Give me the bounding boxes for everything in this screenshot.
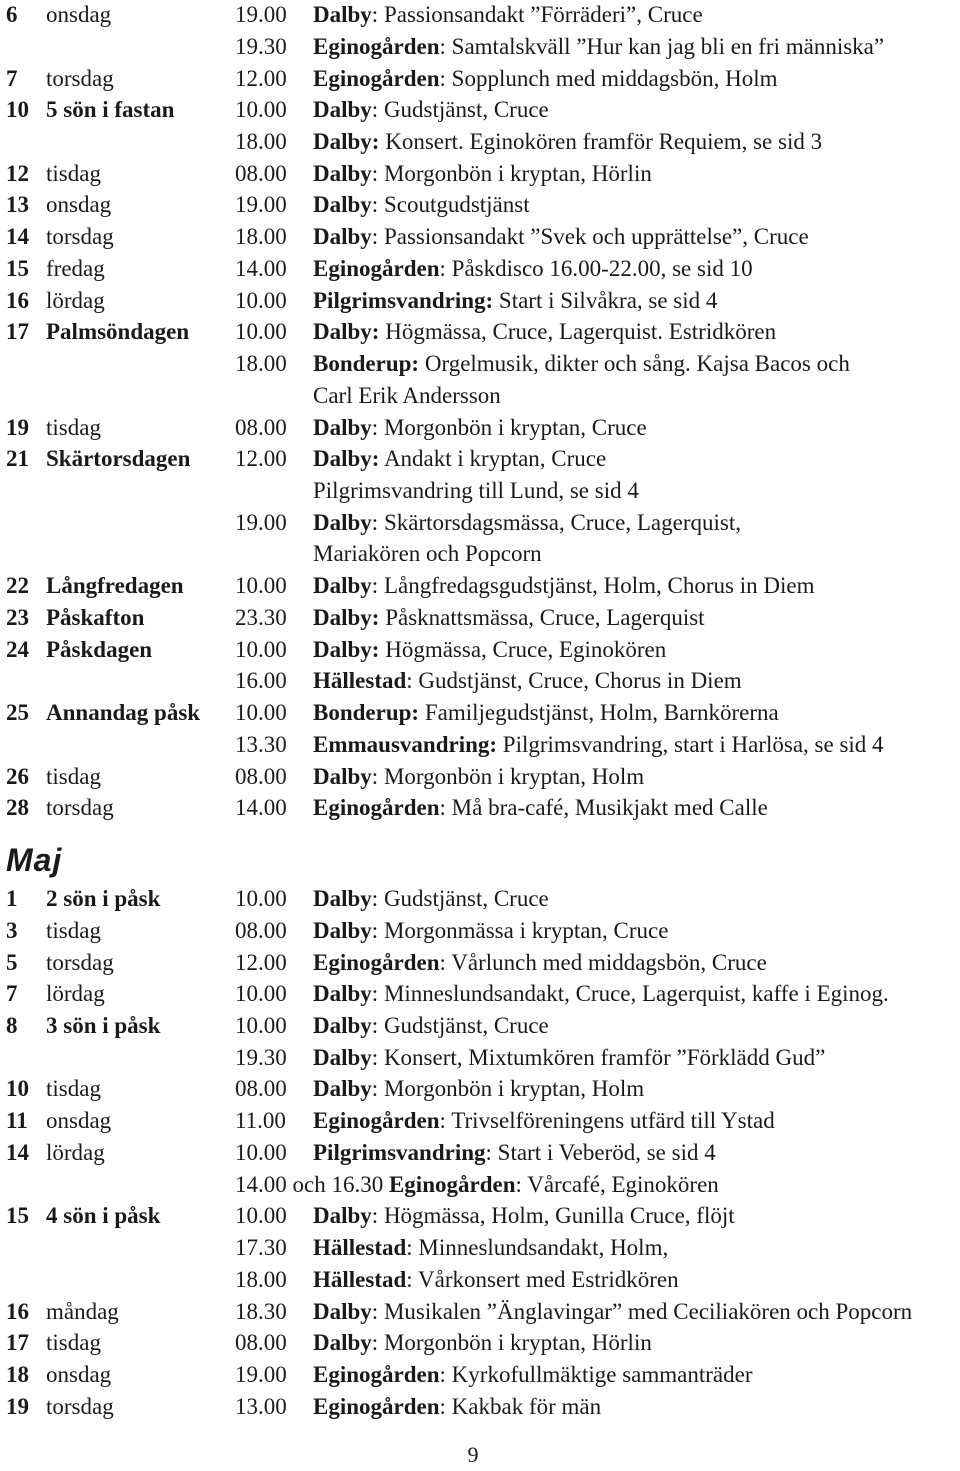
event-time: 18.00 — [235, 224, 287, 250]
schedule-row — [0, 475, 960, 507]
schedule-row — [0, 697, 960, 729]
schedule-row — [0, 665, 960, 697]
weekday: Långfredagen — [46, 573, 184, 599]
weekday: onsdag — [46, 192, 112, 218]
weekday: tisdag — [46, 414, 101, 440]
event-description: Eginogården: Kakbak för män — [313, 1393, 602, 1419]
event-description — [313, 316, 776, 348]
event-time: 10.00 — [235, 97, 287, 123]
schedule-row — [0, 978, 960, 1010]
event-text: Gudstjänst, Cruce — [383, 886, 549, 911]
event-place: Dalby — [313, 192, 372, 218]
event-place: Dalby — [313, 763, 372, 789]
event-place: Eginogården — [313, 33, 440, 59]
weekday: Annandag påsk — [46, 700, 201, 726]
event-time: 19.00 — [235, 2, 287, 27]
event-text: Högmässa, Cruce, Lagerquist. Estridkören — [385, 319, 777, 345]
event-description: Dalby: Långfredagsgudstjänst, Holm, Chorus in Diem — [313, 573, 815, 599]
event-text: Trivselföreningens utfärd till Ystad — [451, 1108, 775, 1134]
event-description: Dalby: Konsert, Mixtumkören framför ”Förklädd Gud” — [313, 1044, 826, 1070]
event-text: Vårkonsert med Estridkören — [418, 1266, 679, 1292]
weekday: onsdag — [46, 1108, 112, 1134]
date-number: 6 — [6, 2, 18, 27]
event-place: Emmausvandring: — [313, 731, 498, 757]
schedule-row — [0, 538, 960, 570]
event-place: Dalby: — [313, 604, 380, 630]
weekday: Palmsöndagen — [46, 319, 190, 345]
event-description: Eginogården: Samtalskväll ”Hur kan jag bli en fri människa” — [313, 33, 885, 59]
event-place: Eginogården — [313, 1362, 440, 1387]
event-text: Högmässa, Cruce, Eginokören — [385, 636, 667, 662]
event-text: Kyrkofullmäktige sammanträder — [451, 1362, 753, 1387]
schedule-row — [0, 570, 960, 602]
event-time: 14.00 — [235, 255, 287, 281]
event-description: Hällestad: Gudstjänst, Cruce, Chorus in Diem — [313, 668, 742, 694]
schedule-row — [0, 126, 960, 158]
schedule-row — [0, 285, 960, 317]
event-text: Scoutgudstjänst — [383, 192, 530, 218]
weekday: tisdag — [46, 1076, 101, 1102]
schedule-row — [0, 761, 960, 793]
schedule-row — [0, 1010, 960, 1042]
event-place: Dalby — [313, 2, 372, 27]
weekday: 3 sön i påsk — [46, 1012, 161, 1038]
weekday: 5 sön i fastan — [46, 97, 175, 123]
event-text: Långfredagsgudstjänst, Holm, Chorus in Diem — [383, 573, 815, 599]
weekday: torsdag — [46, 1393, 114, 1419]
schedule-row — [0, 1359, 960, 1391]
event-place: Dalby — [313, 1044, 372, 1070]
event-place: Eginogården — [313, 65, 440, 91]
event-description: Dalby: Scoutgudstjänst — [313, 192, 530, 218]
event-time: 18.00 — [235, 351, 287, 376]
event-description — [313, 729, 884, 761]
event-text: Morgonbön i kryptan, Cruce — [383, 414, 647, 440]
event-description: Dalby: Passionsandakt ”Förräderi”, Cruce — [313, 2, 703, 27]
date-number: 14 — [6, 1139, 29, 1165]
event-place: Eginogården — [313, 255, 440, 281]
schedule-row — [0, 380, 960, 412]
event-place: Dalby: — [313, 446, 380, 472]
event-description: Eginogården: Sopplunch med middagsbön, Holm — [313, 65, 778, 91]
date-number: 7 — [6, 65, 18, 91]
event-time: 17.30 — [235, 1235, 287, 1260]
event-place: Eginogården — [313, 795, 440, 821]
event-time: 18.30 — [235, 1298, 287, 1324]
date-number: 19 — [6, 414, 29, 440]
event-text: Passionsandakt ”Svek och upprättelse”, Cruce — [383, 224, 809, 250]
event-text: Högmässa, Holm, Gunilla Cruce, flöjt — [383, 1203, 735, 1229]
event-text: Gudstjänst, Cruce — [383, 1012, 549, 1038]
event-text: Sopplunch med middagsbön, Holm — [451, 65, 778, 91]
event-text: Start i Silvåkra, se sid 4 — [498, 287, 718, 313]
event-description: Dalby: Morgonbön i kryptan, Holm — [313, 1076, 645, 1102]
date-number: 21 — [6, 446, 29, 472]
weekday: fredag — [46, 255, 105, 281]
event-place: Dalby — [313, 414, 372, 440]
event-text: Samtalskväll ”Hur kan jag bli en fri människa” — [451, 33, 885, 59]
event-place: Dalby — [313, 224, 372, 250]
event-time: 16.00 — [235, 668, 287, 694]
event-place: Hällestad — [313, 1235, 407, 1260]
month-heading-maj: Maj — [6, 842, 63, 878]
event-place: Dalby — [313, 573, 372, 599]
event-text: Gudstjänst, Cruce, Chorus in Diem — [418, 668, 742, 694]
weekday: 4 sön i påsk — [46, 1203, 161, 1229]
weekday: 2 sön i påsk — [46, 886, 161, 911]
schedule-row — [0, 883, 960, 915]
weekday: tisdag — [46, 160, 101, 186]
event-time: 10.00 — [235, 636, 287, 662]
event-time: 14.00 — [235, 795, 287, 821]
schedule-row — [0, 221, 960, 253]
date-number: 13 — [6, 192, 29, 218]
weekday: lördag — [46, 981, 105, 1007]
event-time: 10.00 — [235, 886, 287, 911]
event-description — [313, 443, 606, 475]
event-description: Dalby: Passionsandakt ”Svek och upprättelse”, Cruce — [313, 224, 809, 250]
event-description — [313, 126, 822, 158]
weekday: måndag — [46, 1298, 119, 1324]
event-text: Orgelmusik, dikter och sång. Kajsa Bacos och — [424, 351, 850, 376]
event-time: 08.00 — [235, 917, 287, 943]
event-text: Minneslundsandakt, Holm, — [418, 1235, 669, 1260]
weekday: torsdag — [46, 949, 114, 975]
event-description — [313, 285, 717, 317]
event-time: 10.00 — [235, 1012, 287, 1038]
event-description: Eginogården: Må bra-café, Musikjakt med Calle — [313, 795, 768, 821]
event-description — [313, 697, 779, 729]
schedule-row — [0, 507, 960, 539]
event-text: Morgonbön i kryptan, Holm — [383, 1076, 645, 1102]
date-number: 8 — [6, 1012, 18, 1038]
event-description — [313, 602, 705, 634]
event-description: Pilgrimsvandring: Start i Veberöd, se sid 4 — [313, 1139, 716, 1165]
event-time: 12.00 — [235, 949, 287, 975]
weekday: tisdag — [46, 917, 101, 943]
event-time: 19.30 — [235, 1044, 287, 1070]
schedule-row — [0, 1137, 960, 1169]
event-description: Eginogården: Kyrkofullmäktige sammanträder — [313, 1362, 753, 1387]
date-number: 1 — [6, 886, 18, 911]
event-text: Andakt i kryptan, Cruce — [383, 446, 607, 472]
date-number: 10 — [6, 1076, 29, 1102]
event-place: Pilgrimsvandring: — [313, 287, 494, 313]
schedule-row — [0, 1391, 960, 1423]
event-time: 08.00 — [235, 414, 287, 440]
event-time: 10.00 — [235, 1139, 287, 1165]
event-description: Dalby: Gudstjänst, Cruce — [313, 97, 549, 123]
schedule-row — [0, 0, 960, 31]
event-text: Musikalen ”Änglavingar” med Ceciliakören och Popcorn — [383, 1298, 913, 1324]
event-time: 13.30 — [235, 731, 287, 757]
event-time: 12.00 — [235, 65, 287, 91]
event-time: 10.00 — [235, 981, 287, 1007]
event-text: Vårlunch med middagsbön, Cruce — [451, 949, 767, 975]
schedule-row — [0, 602, 960, 634]
schedule-row — [0, 348, 960, 380]
weekday: lördag — [46, 1139, 105, 1165]
date-number: 25 — [6, 700, 29, 726]
weekday: onsdag — [46, 2, 112, 27]
schedule-row — [0, 158, 960, 190]
event-text: Skärtorsdagsmässa, Cruce, Lagerquist, — [383, 509, 741, 535]
event-description — [313, 475, 639, 507]
event-place: Eginogården — [313, 1393, 440, 1419]
event-place: Dalby — [313, 1203, 372, 1229]
event-place: Dalby — [313, 509, 372, 535]
weekday: torsdag — [46, 795, 114, 821]
schedule-row — [0, 1232, 960, 1264]
event-place: Dalby: — [313, 128, 380, 154]
weekday: Skärtorsdagen — [46, 446, 191, 472]
event-description: Dalby: Morgonmässa i kryptan, Cruce — [313, 917, 669, 943]
event-place: Dalby — [313, 886, 372, 911]
date-number: 11 — [6, 1108, 28, 1134]
event-place: Dalby — [313, 1076, 372, 1102]
schedule-row — [0, 412, 960, 444]
event-text: Kakbak för män — [451, 1393, 602, 1419]
date-number: 17 — [6, 319, 29, 345]
event-place: Bonderup: — [313, 700, 420, 726]
event-time: 10.00 — [235, 287, 287, 313]
event-text: Konsert, Mixtumkören framför ”Förklädd Gud” — [383, 1044, 826, 1070]
date-number: 7 — [6, 981, 18, 1007]
event-description: Eginogården: Påskdisco 16.00-22.00, se sid 10 — [313, 255, 753, 281]
weekday: torsdag — [46, 224, 114, 250]
schedule-row — [0, 947, 960, 979]
event-text: Morgonbön i kryptan, Holm — [383, 763, 645, 789]
page-number: 9 — [467, 1442, 479, 1467]
weekday: lördag — [46, 287, 105, 313]
event-text: Pilgrimsvandring till Lund, se sid 4 — [313, 477, 639, 503]
schedule-row — [0, 63, 960, 95]
event-place: Dalby — [313, 160, 372, 186]
event-description — [313, 634, 666, 666]
event-time: 12.00 — [235, 446, 287, 472]
event-time-range: 14.00 och 16.30 — [235, 1171, 389, 1197]
date-number: 17 — [6, 1330, 29, 1356]
event-place: Eginogården — [313, 949, 440, 975]
schedule-row — [0, 792, 960, 824]
event-place: Eginogården — [388, 1171, 516, 1197]
event-description — [313, 348, 850, 380]
event-description: Dalby: Gudstjänst, Cruce — [313, 1012, 549, 1038]
event-description: Dalby: Morgonbön i kryptan, Cruce — [313, 414, 647, 440]
date-number: 15 — [6, 255, 29, 281]
schedule-row — [0, 1169, 960, 1201]
date-number: 14 — [6, 224, 29, 250]
schedule-row — [0, 1200, 960, 1232]
event-place: Hällestad — [313, 668, 407, 694]
event-time: 11.00 — [235, 1108, 286, 1134]
event-description — [313, 538, 542, 570]
event-time: 08.00 — [235, 763, 287, 789]
date-number: 15 — [6, 1203, 29, 1229]
weekday: torsdag — [46, 65, 114, 91]
schedule-row — [0, 1296, 960, 1328]
event-description: Dalby: Högmässa, Holm, Gunilla Cruce, flöjt — [313, 1203, 735, 1229]
event-time: 19.00 — [235, 1362, 287, 1387]
event-time: 10.00 — [235, 1203, 287, 1229]
event-text: Konsert. Eginokören framför Requiem, se sid 3 — [385, 128, 823, 154]
event-description: Dalby: Musikalen ”Änglavingar” med Ceciliakören och Popcorn — [313, 1298, 913, 1324]
schedule-row — [0, 1264, 960, 1296]
event-description: 14.00 och 16.30 Eginogården: Vårcafé, Eginokören — [235, 1171, 719, 1197]
event-time: 10.00 — [235, 700, 287, 726]
date-number: 23 — [6, 604, 29, 630]
event-place: Dalby — [313, 1330, 372, 1356]
date-number: 16 — [6, 1298, 29, 1324]
schedule-row — [0, 1105, 960, 1137]
schedule-row — [0, 316, 960, 348]
schedule-row — [0, 634, 960, 666]
event-text: Gudstjänst, Cruce — [383, 97, 549, 123]
event-place: Dalby — [313, 1298, 372, 1324]
schedule-row — [0, 443, 960, 475]
event-description: Dalby: Skärtorsdagsmässa, Cruce, Lagerquist, — [313, 509, 741, 535]
event-place: Dalby — [313, 1012, 372, 1038]
event-description: Hällestad: Vårkonsert med Estridkören — [313, 1266, 679, 1292]
event-place: Dalby — [313, 917, 372, 943]
date-number: 10 — [6, 97, 29, 123]
event-description: Dalby: Morgonbön i kryptan, Hörlin — [313, 1330, 652, 1356]
event-place: Dalby — [313, 981, 372, 1007]
event-text: Må bra-café, Musikjakt med Calle — [451, 795, 768, 821]
event-description — [313, 380, 501, 412]
event-time: 18.00 — [235, 128, 287, 154]
weekday: Påskdagen — [46, 636, 153, 662]
event-time: 10.00 — [235, 319, 287, 345]
event-time: 10.00 — [235, 573, 287, 599]
schedule-row — [0, 31, 960, 63]
event-text: Minneslundsandakt, Cruce, Lagerquist, kaffe i Eginog. — [383, 981, 889, 1007]
event-description: Eginogården: Vårlunch med middagsbön, Cruce — [313, 949, 767, 975]
schedule-row — [0, 1073, 960, 1105]
event-time: 13.00 — [235, 1393, 287, 1419]
schedule-row — [0, 1042, 960, 1074]
date-number: 12 — [6, 160, 29, 186]
event-place: Eginogården — [313, 1108, 440, 1134]
event-place: Pilgrimsvandring — [313, 1139, 486, 1165]
event-description: Hällestad: Minneslundsandakt, Holm, — [313, 1235, 669, 1260]
date-number: 16 — [6, 287, 29, 313]
event-description: Dalby: Minneslundsandakt, Cruce, Lagerquist, kaffe i Eginog. — [313, 981, 889, 1007]
event-text: Mariakören och Popcorn — [313, 541, 542, 567]
date-number: 24 — [6, 636, 29, 662]
schedule-row — [0, 94, 960, 126]
event-place: Dalby — [313, 97, 372, 123]
date-number: 22 — [6, 573, 29, 599]
event-time: 23.30 — [235, 604, 287, 630]
date-number: 26 — [6, 763, 29, 789]
event-description: Dalby: Morgonbön i kryptan, Holm — [313, 763, 645, 789]
event-time: 19.30 — [235, 33, 287, 59]
event-text: Morgonbön i kryptan, Hörlin — [383, 1330, 652, 1356]
event-text: Påsknattsmässa, Cruce, Lagerquist — [385, 604, 705, 630]
event-text: Morgonmässa i kryptan, Cruce — [383, 917, 669, 943]
event-time: 19.00 — [235, 192, 287, 218]
date-number: 19 — [6, 1393, 29, 1419]
schedule-row — [0, 915, 960, 947]
event-time: 08.00 — [235, 1330, 287, 1356]
event-description: Dalby: Morgonbön i kryptan, Hörlin — [313, 160, 652, 186]
event-description: Eginogården: Trivselföreningens utfärd till Ystad — [313, 1108, 775, 1134]
event-text: Familjegudstjänst, Holm, Barnkörerna — [424, 700, 779, 726]
weekday: onsdag — [46, 1362, 112, 1387]
weekday: Påskafton — [46, 604, 145, 630]
event-text: Påskdisco 16.00-22.00, se sid 10 — [451, 255, 753, 281]
event-place: Dalby: — [313, 319, 380, 345]
event-time: 18.00 — [235, 1266, 287, 1292]
weekday: tisdag — [46, 1330, 101, 1356]
weekday: tisdag — [46, 763, 101, 789]
event-text: Pilgrimsvandring, start i Harlösa, se sid 4 — [502, 731, 884, 757]
event-time: 08.00 — [235, 160, 287, 186]
schedule-row — [0, 253, 960, 285]
event-description: Dalby: Gudstjänst, Cruce — [313, 886, 549, 911]
event-text: Start i Veberöd, se sid 4 — [497, 1139, 716, 1165]
event-text: Vårcafé, Eginokören — [527, 1171, 719, 1197]
event-place: Dalby: — [313, 636, 380, 662]
event-place: Hällestad — [313, 1266, 407, 1292]
event-text: Carl Erik Andersson — [313, 382, 501, 408]
event-text: Morgonbön i kryptan, Hörlin — [383, 160, 652, 186]
event-time: 08.00 — [235, 1076, 287, 1102]
event-text: Passionsandakt ”Förräderi”, Cruce — [383, 2, 703, 27]
date-number: 28 — [6, 795, 29, 821]
date-number: 3 — [6, 917, 18, 943]
event-time: 19.00 — [235, 509, 287, 535]
event-place: Bonderup: — [313, 351, 420, 376]
schedule-row — [0, 1327, 960, 1359]
date-number: 5 — [6, 949, 18, 975]
schedule-row — [0, 729, 960, 761]
date-number: 18 — [6, 1362, 29, 1387]
schedule-row — [0, 189, 960, 221]
